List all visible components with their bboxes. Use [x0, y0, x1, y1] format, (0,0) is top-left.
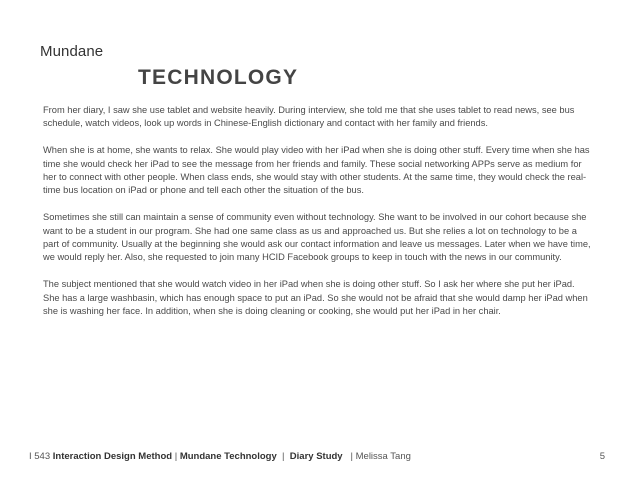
- paragraph-1: From her diary, I saw she use tablet and website heavily. During interview, she told me that she uses tablet to read news, see bus schedule, watch videos, look up words in Chinese-English dictionary and contact with her family and friends.: [43, 105, 575, 129]
- study-name: Diary Study: [289, 451, 343, 462]
- author-name: Melissa Tang: [355, 451, 411, 462]
- section-kicker: Mundane: [40, 43, 104, 60]
- course-prefix: I 543: [29, 451, 51, 462]
- section-name: Mundane Technology: [179, 451, 277, 462]
- page-footer: [29, 451, 605, 462]
- paragraph-2: When she is at home, she wants to relax. She would play video with her iPad when she is doing other stuff. Every time when she has time she would check her iPad to see the message from her friends and family. These social networking APPs serve as medium for her to connect with other people. When class ends, she would stay with other students. At the same time, they would check the real-time bus location on iPad or phone and tell each other the situation of the bus.: [43, 145, 590, 196]
- page-number: 5: [599, 451, 605, 462]
- paragraph-3: Sometimes she still can maintain a sense of community even without technology. She want to be involved in our cohort because she want to be a student in our program. She had one same class as us and approached us. But she relies a lot on technology to be a part of community. Usually at the beginning she would ask our contact information and leave us messages. Later when we have time, we would reply her. Also, she requested to join many HCID Facebook groups to keep in touch with the news in our community.: [43, 212, 591, 263]
- paragraph-4: The subject mentioned that she would watch video in her iPad when she is doing other stuff. So I ask her where she put her iPad. She has a large washbasin, which has enough space to put an iPad. So she would not be afraid that she would damp her iPad when she is washing her face. In addition, when she is doing cleaning or cooking, she would put her iPad in her chair.: [43, 279, 588, 317]
- footer-separator: |: [174, 451, 178, 462]
- footer-separator: |: [350, 451, 353, 462]
- footer-separator: |: [282, 451, 285, 462]
- body-text: [43, 104, 591, 332]
- course-name: Interaction Design Method: [52, 451, 173, 462]
- page-title: TECHNOLOGY: [138, 66, 299, 89]
